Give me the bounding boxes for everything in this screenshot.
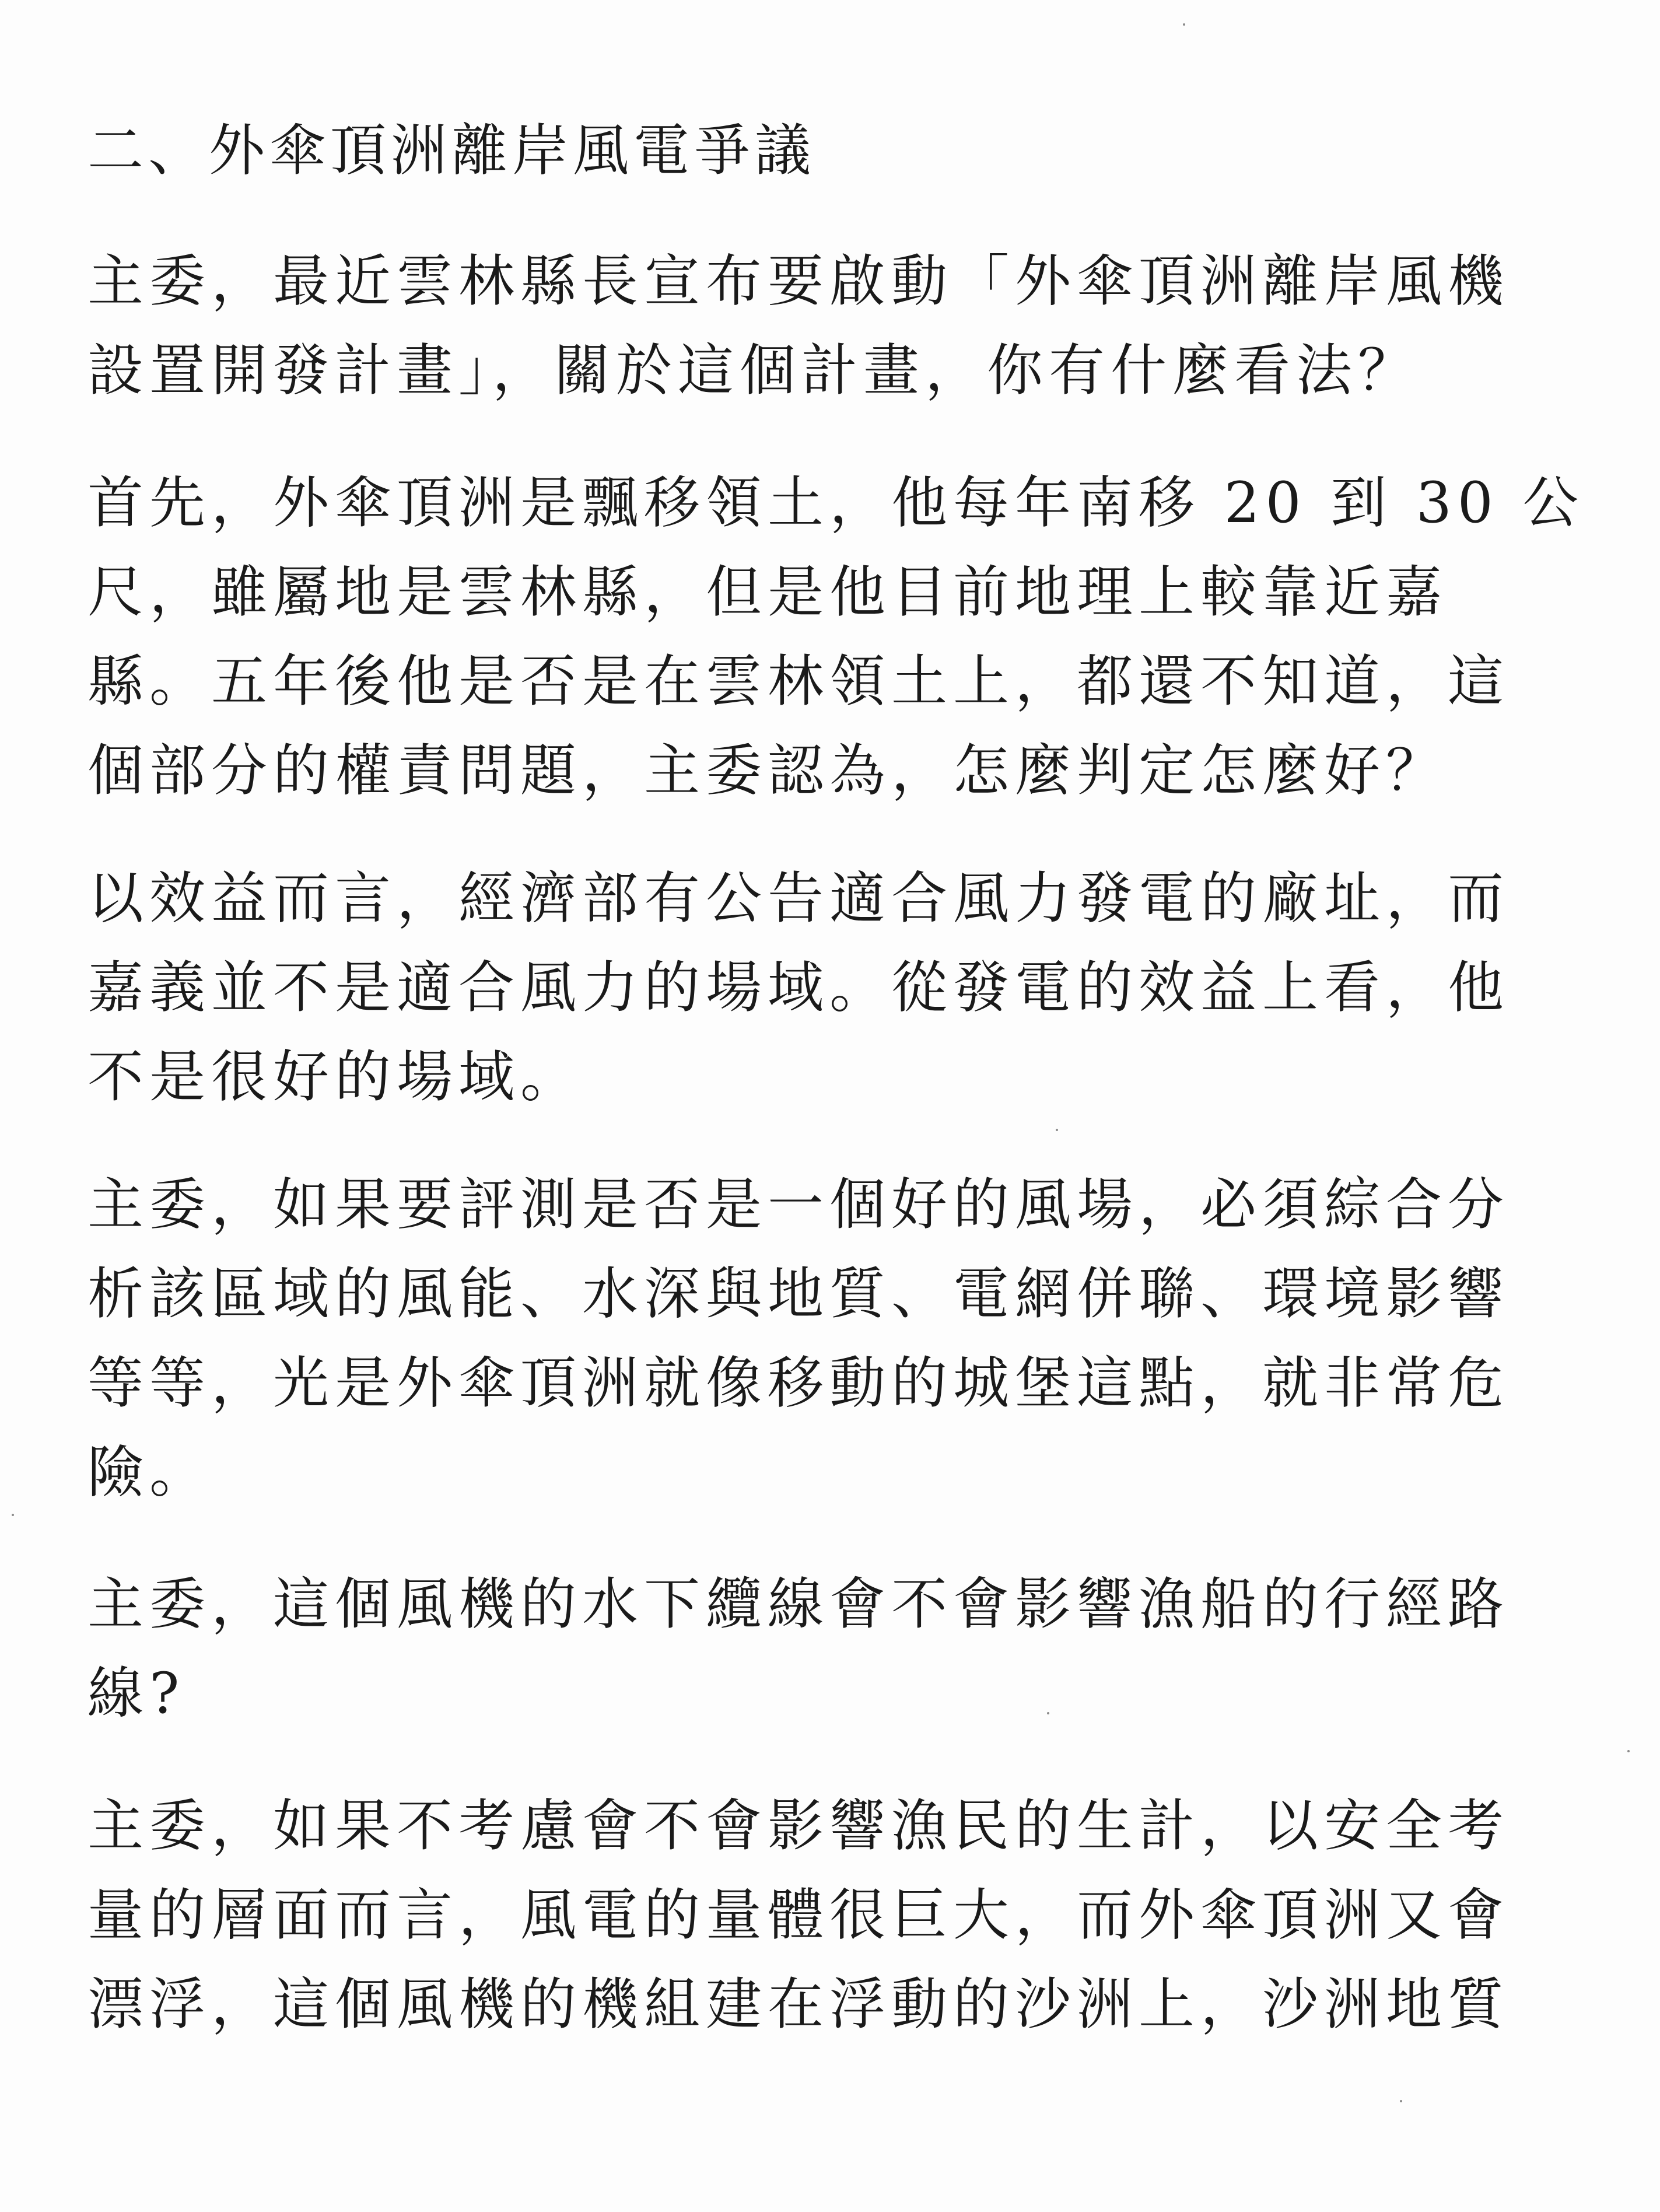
paragraph-line: 不是很好的場域。 bbox=[87, 1044, 582, 1110]
paragraph-line: 個部分的權責問題，主委認為，怎麼判定怎麼好？ bbox=[87, 738, 1448, 803]
paragraph-line: 首先，外傘頂洲是飄移領土，他每年南移 20 到 30 公 bbox=[87, 470, 1585, 536]
paragraph-line: 主委，這個風機的水下纜線會不會影響漁船的行經路 bbox=[87, 1572, 1510, 1637]
paragraph-line: 線? bbox=[87, 1661, 185, 1726]
scan-speck bbox=[1047, 1712, 1049, 1714]
paragraph-line: 以效益而言，經濟部有公告適合風力發電的廠址，而 bbox=[87, 866, 1510, 931]
paragraph-line: 析該區域的風能、水深與地質、電網併聯、環境影響 bbox=[87, 1261, 1510, 1326]
paragraph-line: 主委，如果不考慮會不會影響漁民的生計，以安全考 bbox=[87, 1793, 1510, 1859]
paragraph-line: 漂浮，這個風機的機組建在浮動的沙洲上，沙洲地質 bbox=[87, 1972, 1510, 2037]
scan-speck bbox=[1183, 23, 1185, 26]
paragraph-line: 主委，如果要評測是否是一個好的風場，必須綜合分 bbox=[87, 1172, 1510, 1237]
paragraph-line: 尺，雖屬地是雲林縣，但是他目前地理上較靠近嘉 bbox=[87, 559, 1448, 625]
paragraph-line: 險。 bbox=[87, 1440, 211, 1505]
scan-speck bbox=[12, 1514, 14, 1516]
paragraph-line: 嘉義並不是適合風力的場域。從發電的效益上看，他 bbox=[87, 955, 1510, 1020]
paragraph-line: 等等，光是外傘頂洲就像移動的城堡這點，就非常危 bbox=[87, 1350, 1510, 1416]
paragraph-line: 量的層面而言，風電的量體很巨大，而外傘頂洲又會 bbox=[87, 1882, 1510, 1948]
paragraph-line: 主委，最近雲林縣長宣布要啟動「外傘頂洲離岸風機 bbox=[87, 249, 1510, 314]
paragraph-line: 縣。五年後他是否是在雲林領土上，都還不知道，這 bbox=[87, 649, 1510, 714]
scan-speck bbox=[1056, 1129, 1058, 1131]
scan-speck bbox=[1400, 2100, 1402, 2102]
scan-speck bbox=[1627, 1750, 1630, 1752]
paragraph-line: 設置開發計畫」，關於這個計畫，你有什麼看法？ bbox=[87, 338, 1420, 403]
document-title: 二、外傘頂洲離岸風電爭議 bbox=[87, 118, 815, 183]
